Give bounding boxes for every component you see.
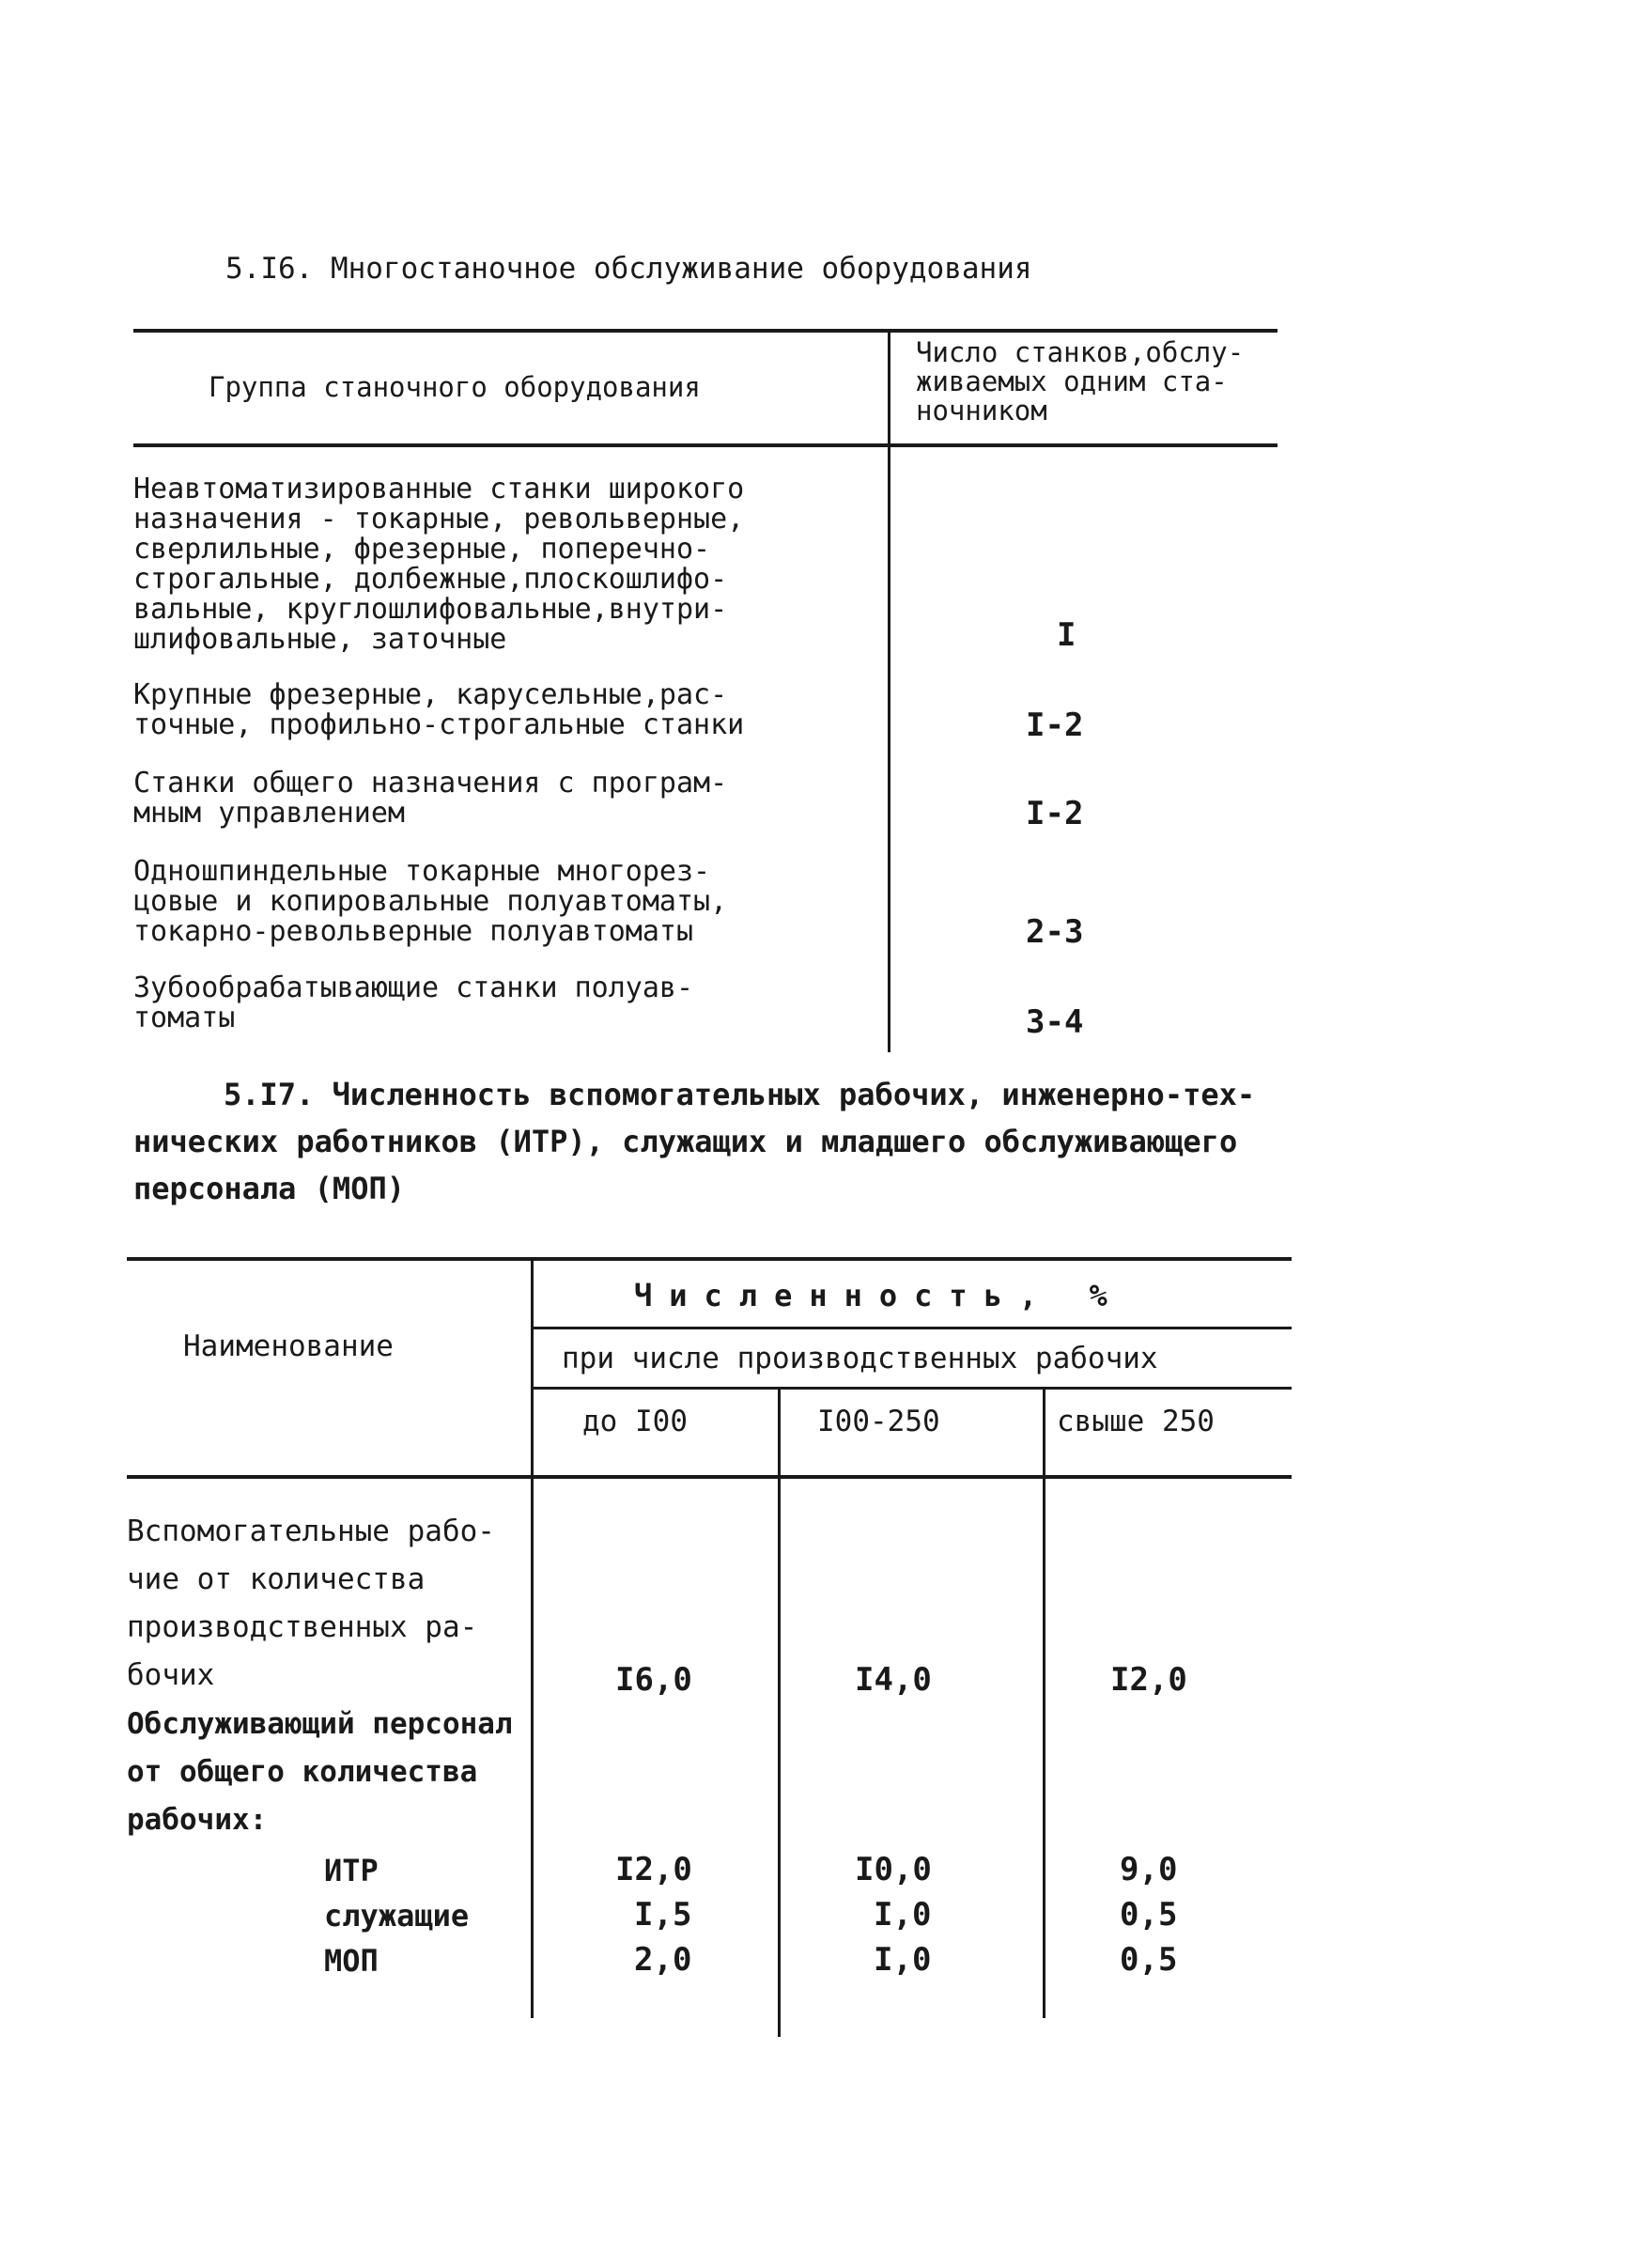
table-17-col-header-2: I00-250 — [817, 1405, 940, 1438]
table-17-subrow-2-value-1: I,5 — [634, 1896, 692, 1934]
table-16-row-3-value: I-2 — [1026, 795, 1084, 832]
table-17-sub-header: при числе производственных рабочих — [562, 1342, 1158, 1375]
table-17-subrow-3-label: МОП — [324, 1943, 379, 1979]
table-17-row-1-value-2: I4,0 — [855, 1661, 932, 1699]
table-16-row-5-label: Зубообрабатывающие станки полуав- томаты — [133, 971, 694, 1034]
table-17-row-1-value-3: I2,0 — [1110, 1661, 1187, 1699]
table-16-row-4-label: Одношпиндельные токарные многорез- цовые и копировальные полуавтоматы, токарно-револьверные полуавтоматы — [133, 855, 728, 948]
table-16-row-1-value: I — [1057, 616, 1076, 654]
table-17-subrow-2-label: служащие — [324, 1898, 470, 1934]
table-17-row-1-value-1: I6,0 — [615, 1661, 692, 1699]
table-17-subrow-1-value-2: I0,0 — [855, 1851, 932, 1888]
table-16-col1-header: Группа станочного оборудования — [209, 371, 701, 403]
table-16-row-2-value: I-2 — [1026, 707, 1084, 744]
table-17-col1-header: Наименование — [183, 1329, 394, 1363]
table-17-subrow-3-value-1: 2,0 — [634, 1941, 692, 1979]
table-17-row-2-label: Обслуживающий персонал от общего количества рабочих: — [127, 1707, 513, 1837]
table-16-row-3-label: Станки общего назначения с програм- мным управлением — [133, 767, 728, 830]
table-16-row-1-label: Неавтоматизированные станки широкого назначения - токарные, револьверные, сверлильные, фрезерные, поперечно- строгальные, долбежные,плоскошлифо- вальные, круглошлифовальные,внутри- шлифовальные, заточные — [133, 473, 745, 656]
table-17-subrow-1-value-3: 9,0 — [1120, 1851, 1178, 1888]
table-17-col-header-3: свыше 250 — [1057, 1405, 1215, 1438]
table-17-group-header: Численность, % — [634, 1278, 1124, 1313]
table-16-row-4-value: 2-3 — [1026, 913, 1084, 951]
table-16-col2-header: Число станков,обслу- живаемых одним ста- ночником — [916, 336, 1245, 427]
table-17-subrow-1-label: ИТР — [324, 1853, 379, 1888]
table-17-col-header-1: до I00 — [582, 1405, 688, 1438]
table-16-row-2-label: Крупные фрезерные, карусельные,рас- точные, профильно-строгальные станки — [133, 678, 745, 741]
table-17-row-1-label: Вспомогательные рабо- чие от количества производственных ра- бочих — [127, 1515, 495, 1692]
section-17-title: 5.I7. Численность вспомогательных рабочих, инженерно-тех- нических работников (ИТР), служащих и младшего обслуживающего персонала (МОП) — [133, 1077, 1256, 1206]
table-16-row-5-value: 3-4 — [1026, 1003, 1084, 1041]
table-17-subrow-3-value-3: 0,5 — [1120, 1941, 1178, 1979]
table-17-subrow-2-value-2: I,0 — [874, 1896, 932, 1934]
table-17-subrow-1-value-1: I2,0 — [615, 1851, 692, 1888]
section-16-title: 5.I6. Многостаночное обслуживание оборудования — [225, 252, 1032, 286]
table-17-subrow-2-value-3: 0,5 — [1120, 1896, 1178, 1934]
table-17-subrow-3-value-2: I,0 — [874, 1941, 932, 1979]
